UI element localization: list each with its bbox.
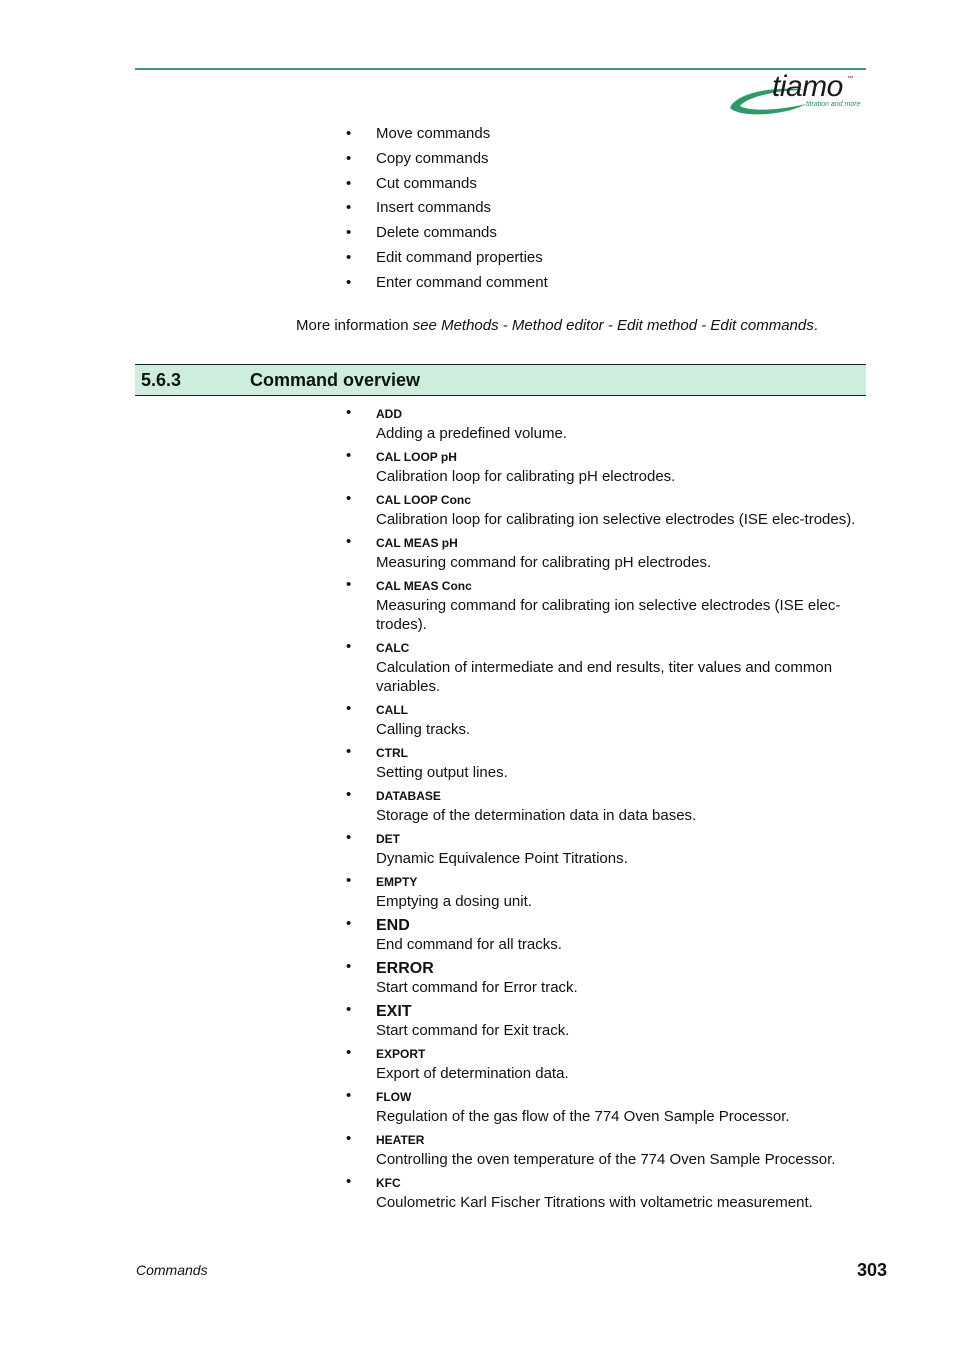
bullet-icon: •: [346, 490, 352, 507]
bullet-icon: •: [346, 638, 352, 655]
command-description: Controlling the oven temperature of the 774 Oven Sample Processor.: [376, 1151, 836, 1168]
more-info-prefix: More information: [296, 317, 413, 334]
command-description: Start command for Exit track.: [376, 1022, 570, 1039]
command-item: [346, 917, 866, 954]
bullet-icon: •: [346, 447, 352, 464]
section-title: Command overview: [250, 370, 421, 390]
bullet-icon: •: [346, 125, 352, 142]
command-name: DET: [376, 832, 400, 846]
command-item: [346, 831, 866, 868]
list-item: [346, 123, 548, 148]
command-name: FLOW: [376, 1090, 412, 1104]
command-description: End command for all tracks.: [376, 936, 562, 953]
more-info-reference: see Methods - Method editor - Edit method - Edit commands: [412, 317, 814, 334]
command-description: Emptying a dosing unit.: [376, 893, 532, 910]
bullet-icon: •: [346, 533, 352, 550]
footer-chapter: Commands: [136, 1262, 208, 1278]
command-item: [346, 535, 866, 572]
command-name: CAL MEAS Conc: [376, 579, 472, 593]
list-item-text: Copy commands: [376, 149, 489, 167]
logo-wordmark: tiamo: [772, 70, 843, 103]
command-description: Dynamic Equivalence Point Titrations.: [376, 850, 628, 867]
command-item: [346, 702, 866, 739]
bullet-icon: •: [346, 872, 352, 889]
command-item: [346, 1132, 866, 1169]
bullet-icon: •: [346, 199, 352, 217]
command-description: Storage of the determination data in data bases.: [376, 807, 697, 824]
bullet-icon: •: [346, 1044, 352, 1061]
command-item: [346, 640, 866, 696]
list-item-text: Cut commands: [376, 174, 477, 192]
command-description: Coulometric Karl Fischer Titrations with voltametric measurement.: [376, 1194, 813, 1211]
list-item-text: Enter command comment: [376, 273, 548, 291]
bullet-icon: •: [346, 915, 352, 932]
section-number: 5.6.3: [141, 370, 182, 390]
list-item: [346, 173, 548, 198]
list-item-text: Edit command properties: [376, 248, 543, 266]
command-name: CAL MEAS pH: [376, 536, 458, 550]
bullet-icon: •: [346, 174, 352, 192]
command-item: [346, 406, 866, 443]
list-item: [346, 222, 548, 247]
bullet-icon: •: [346, 404, 352, 421]
header-rule: [135, 68, 866, 70]
command-description: Setting output lines.: [376, 764, 508, 781]
page-number: 303: [857, 1260, 888, 1280]
command-name: CALL: [376, 703, 408, 717]
list-item-text: Delete commands: [376, 224, 497, 242]
bullet-list: [346, 123, 548, 297]
list-item-text: Insert commands: [376, 199, 492, 217]
bullet-icon: •: [346, 829, 352, 846]
more-info-suffix: .: [813, 317, 818, 334]
command-item: [346, 960, 866, 997]
bullet-icon: •: [346, 1130, 352, 1147]
command-item: [346, 1175, 866, 1212]
bullet-icon: •: [346, 273, 352, 291]
list-item: [346, 247, 548, 272]
command-name: KFC: [376, 1176, 401, 1190]
command-description: Calculation of intermediate and end results, titer values and common variables.: [376, 659, 833, 695]
command-item: [346, 449, 866, 486]
bullet-icon: •: [346, 576, 352, 593]
bullet-icon: •: [346, 224, 352, 242]
list-item: [346, 272, 548, 297]
command-item: [346, 788, 866, 825]
command-name: CAL LOOP pH: [376, 450, 457, 464]
command-item: [346, 578, 866, 634]
command-description: Calling tracks.: [376, 721, 471, 738]
command-description: Start command for Error track.: [376, 979, 578, 996]
bullet-icon: •: [346, 743, 352, 760]
command-item: [346, 745, 866, 782]
list-item: [346, 148, 548, 173]
bullet-icon: •: [346, 700, 352, 717]
section-heading-bar: [135, 364, 866, 396]
command-name: CALC: [376, 641, 410, 655]
bullet-icon: •: [346, 1087, 352, 1104]
command-description: Calibration loop for calibrating ion selective electrodes (ISE elec-trodes).: [376, 511, 856, 528]
bullet-icon: •: [346, 149, 352, 167]
more-info-paragraph: [296, 316, 818, 336]
bullet-icon: •: [346, 1173, 352, 1190]
command-description: Export of determination data.: [376, 1065, 569, 1082]
command-name: EXPORT: [376, 1047, 426, 1061]
bullet-icon: •: [346, 958, 352, 975]
command-name: DATABASE: [376, 789, 441, 803]
command-name: ERROR: [376, 960, 434, 977]
command-item: [346, 1046, 866, 1083]
command-name: CTRL: [376, 746, 408, 760]
command-list: [346, 406, 866, 1218]
command-item: [346, 1003, 866, 1040]
command-item: [346, 492, 866, 529]
command-name: END: [376, 917, 410, 934]
command-name: CAL LOOP Conc: [376, 493, 471, 507]
list-item: [346, 197, 548, 222]
command-name: EMPTY: [376, 875, 418, 889]
command-description: Measuring command for calibrating ion selective electrodes (ISE elec-trodes).: [376, 597, 841, 633]
command-name: ADD: [376, 407, 402, 421]
logo-tagline: titration and more: [806, 101, 861, 108]
command-description: Regulation of the gas flow of the 774 Oven Sample Processor.: [376, 1108, 790, 1125]
list-item-text: Move commands: [376, 125, 491, 142]
bullet-icon: •: [346, 1001, 352, 1018]
bullet-icon: •: [346, 786, 352, 803]
command-description: Adding a predefined volume.: [376, 425, 567, 442]
command-item: [346, 874, 866, 911]
command-description: Measuring command for calibrating pH electrodes.: [376, 554, 712, 571]
command-name: HEATER: [376, 1133, 425, 1147]
command-description: Calibration loop for calibrating pH electrodes.: [376, 468, 676, 485]
logo-trademark: ™: [847, 76, 853, 82]
command-name: EXIT: [376, 1003, 412, 1020]
command-item: [346, 1089, 866, 1126]
tiamo-logo: [726, 72, 868, 120]
bullet-icon: •: [346, 248, 352, 266]
